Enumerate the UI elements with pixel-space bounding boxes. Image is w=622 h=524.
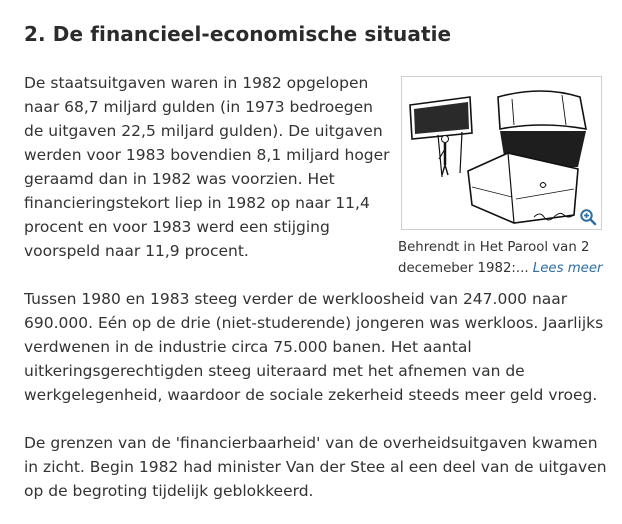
zoom-in-icon[interactable]: [579, 208, 597, 226]
paragraph-2: Tussen 1980 en 1983 steeg verder de werkloosheid van 247.000 naar 690.000. Eén op de drie (niet-studerende) jongeren was werkloos. Jaarlijks verdwenen in de industrie circa 75.000 banen. Het aantal uitkeringsgerechtigden steeg uiteraard met het afnemen van de werkgelegenheid, waardoor de sociale zekerheid steeds meer geld vroeg.: [24, 290, 604, 404]
paragraph-3: De grenzen van de 'financierbaarheid' van de overheidsuitgaven kwamen in zicht. Begin 1982 had minister Van der Stee al een deel van de uitgaven op de begroting tijdelijk geblokkeerd.: [24, 434, 607, 500]
paragraph-1: De staatsuitgaven waren in 1982 opgelopen naar 68,7 miljard gulden (in 1973 bedroegen de uitgaven 22,5 miljard gulden). De uitgaven werden voor 1983 bovendien 8,1 miljard hoger geraamd dan in 1982 was voorzien. Het financieringstekort liep in 1982 op naar 11,4 procent en voor 1983 werd een stijging voorspeld naar 11,9 procent.: [24, 74, 390, 260]
figure-caption: [398, 237, 613, 279]
caption-text: Behrendt in Het Parool van 2 decemeber 1982:...: [398, 240, 590, 276]
section-title: 2. De financieel-economische situatie: [24, 22, 452, 46]
cartoon-drawing: [402, 77, 601, 229]
read-more-link[interactable]: Lees meer: [532, 261, 603, 276]
cartoon-image[interactable]: [401, 76, 602, 230]
cartoon-figure: [398, 76, 603, 279]
